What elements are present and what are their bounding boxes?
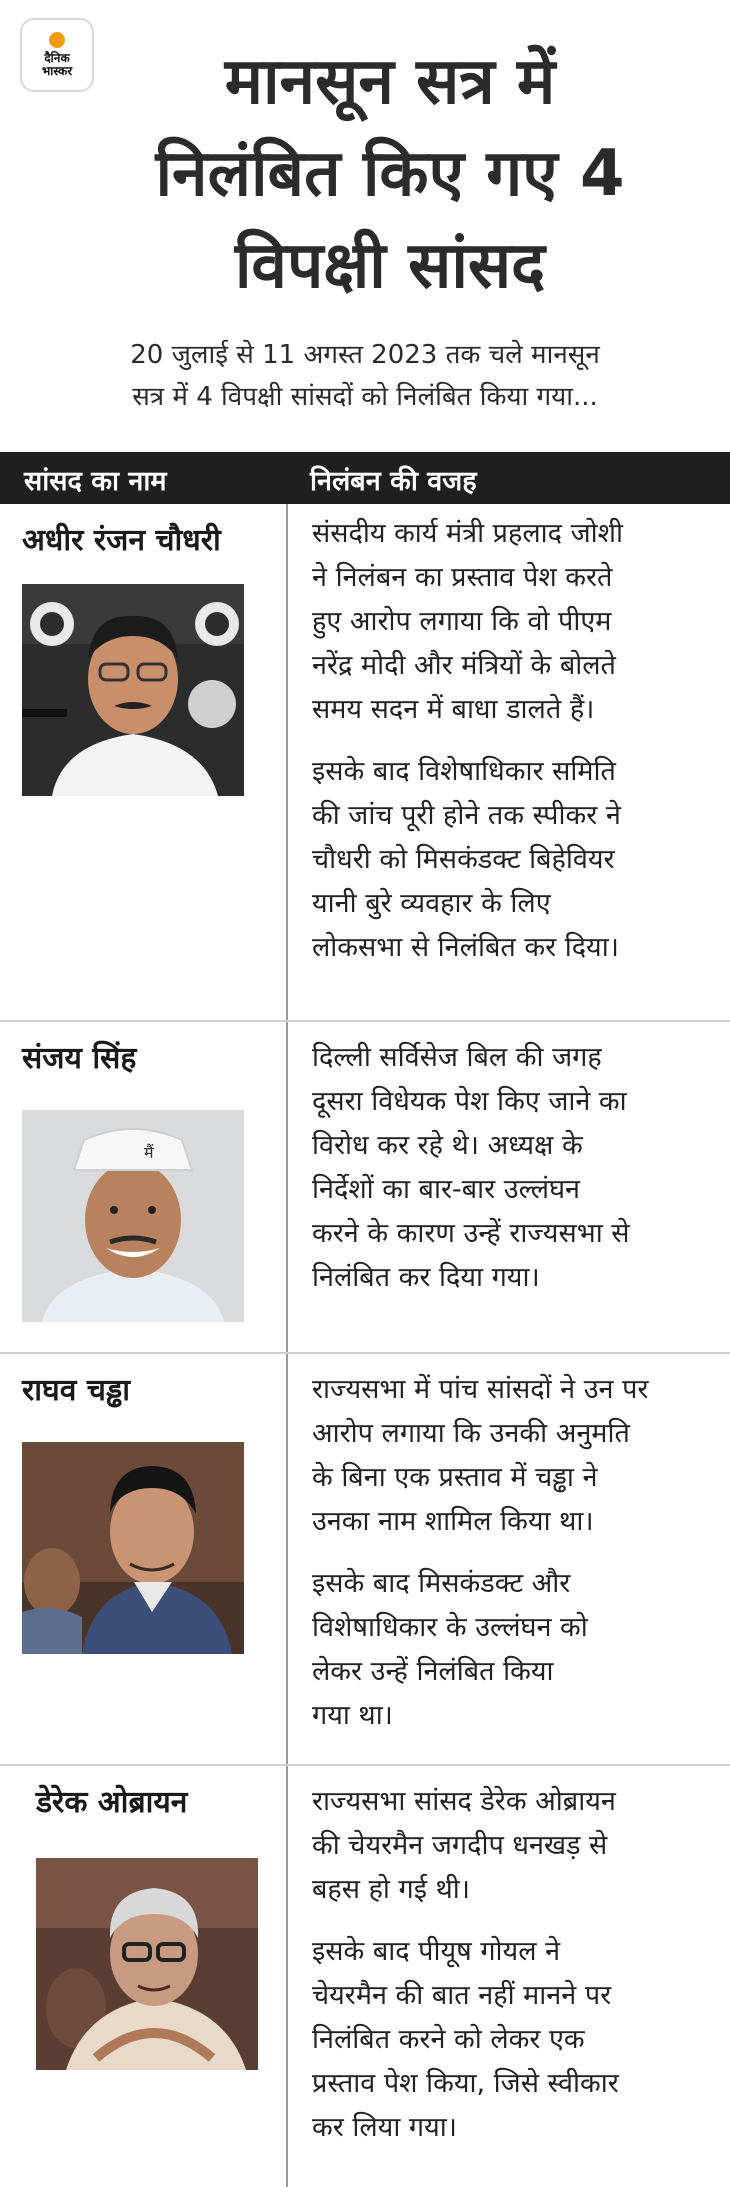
mp-name: अधीर रंजन चौधरी	[22, 523, 221, 558]
text-line: के बिना एक प्रस्ताव में चड्ढा ने	[312, 1462, 598, 1493]
table-row	[0, 504, 730, 1020]
mp-name: डेरेक ओब्रायन	[36, 1785, 188, 1820]
text-line: की चेयरमैन जगदीप धनखड़ से	[312, 1830, 608, 1861]
logo-text	[42, 52, 72, 78]
text-line: आरोप लगाया कि उनकी अनुमति	[312, 1418, 630, 1449]
sun-icon	[49, 32, 65, 48]
text-line: दिल्ली सर्विसेज बिल की जगह	[312, 1042, 602, 1073]
table-row	[0, 1022, 730, 1352]
mp-name: संजय सिंह	[22, 1041, 137, 1076]
reason-paragraph	[312, 750, 712, 970]
text-line: नरेंद्र मोदी और मंत्रियों के बोलते	[312, 650, 616, 681]
mp-name: राघव चड्ढा	[22, 1373, 130, 1408]
text-line: ने निलंबन का प्रस्ताव पेश करते	[312, 562, 613, 593]
text-line: समय सदन में बाधा डालते हैं।	[312, 694, 595, 725]
mp-photo	[22, 1442, 244, 1654]
text-line: इसके बाद पीयूष गोयल ने	[312, 1936, 561, 1967]
suspension-reason	[312, 512, 712, 988]
text-line: राज्यसभा में पांच सांसदों ने उन पर	[312, 1374, 649, 1405]
mp-photo	[22, 1110, 244, 1322]
text-line: बहस हो गई थी।	[312, 1874, 471, 1905]
text-line: राज्यसभा सांसद डेरेक ओब्रायन	[312, 1786, 616, 1817]
text-line: लोकसभा से निलंबित कर दिया।	[312, 932, 619, 963]
table-row	[0, 1354, 730, 1764]
reason-paragraph	[312, 1930, 712, 2150]
text-line: विशेषाधिकार के उल्लंघन को	[312, 1612, 588, 1643]
page-title	[70, 36, 710, 312]
text-line: इसके बाद मिसकंडक्ट और	[312, 1568, 571, 1599]
title-line: मानसून सत्र में	[224, 45, 556, 119]
text-line: यानी बुरे व्यवहार के लिए	[312, 888, 551, 919]
text-line: करने के कारण उन्हें राज्यसभा से	[312, 1218, 630, 1249]
text-line: उनका नाम शामिल किया था।	[312, 1506, 594, 1537]
text-line: निलंबित कर दिया गया।	[312, 1262, 540, 1293]
reason-paragraph	[312, 1036, 712, 1300]
reason-paragraph	[312, 1562, 712, 1738]
column-divider	[286, 1766, 288, 2187]
text-line: लेकर उन्हें निलंबित किया	[312, 1656, 554, 1687]
column-divider	[286, 504, 288, 1020]
reason-paragraph	[312, 1780, 712, 1912]
suspension-reason	[312, 1780, 712, 2168]
cap-text: मैं	[144, 1143, 154, 1162]
text-line: चौधरी को मिसकंडक्ट बिहेवियर	[312, 844, 615, 875]
text-line: निर्देशों का बार-बार उल्लंघन	[312, 1174, 581, 1205]
logo-line2: भास्कर	[41, 64, 73, 78]
suspension-reason	[312, 1036, 712, 1318]
column-divider	[286, 1022, 288, 1352]
text-line: हुए आरोप लगाया कि वो पीएम	[312, 606, 612, 637]
text-line: संसदीय कार्य मंत्री प्रहलाद जोशी	[312, 518, 623, 549]
text-line: कर लिया गया।	[312, 2112, 457, 2143]
table-row	[0, 1766, 730, 2187]
suspension-reason	[312, 1368, 712, 1756]
text-line: गया था।	[312, 1700, 393, 1731]
text-line: विरोध कर रहे थे। अध्यक्ष के	[312, 1130, 583, 1161]
subtitle-line: सत्र में 4 विपक्षी सांसदों को निलंबित किया गया...	[132, 382, 598, 412]
text-line: इसके बाद विशेषाधिकार समिति	[312, 756, 616, 787]
column-divider	[286, 1354, 288, 1764]
table-header	[0, 452, 730, 504]
reason-paragraph	[312, 1368, 712, 1544]
text-line: प्रस्ताव पेश किया, जिसे स्वीकार	[312, 2068, 619, 2099]
subtitle	[40, 334, 690, 418]
text-line: चेयरमैन की बात नहीं मानने पर	[312, 1980, 612, 2011]
text-line: की जांच पूरी होने तक स्पीकर ने	[312, 800, 621, 831]
text-line: निलंबित करने को लेकर एक	[312, 2024, 585, 2055]
column-header-reason: निलंबन की वजह	[310, 466, 477, 497]
mp-photo	[36, 1858, 258, 2070]
subtitle-line: 20 जुलाई से 11 अगस्त 2023 तक चले मानसून	[130, 340, 600, 370]
title-line: निलंबित किए गए 4	[155, 137, 625, 211]
column-header-name: सांसद का नाम	[24, 466, 167, 497]
title-line: विपक्षी सांसद	[234, 229, 546, 303]
reason-paragraph	[312, 512, 712, 732]
mp-photo	[22, 584, 244, 796]
logo-line1: दैनिक	[44, 51, 70, 65]
text-line: दूसरा विधेयक पेश किए जाने का	[312, 1086, 627, 1117]
